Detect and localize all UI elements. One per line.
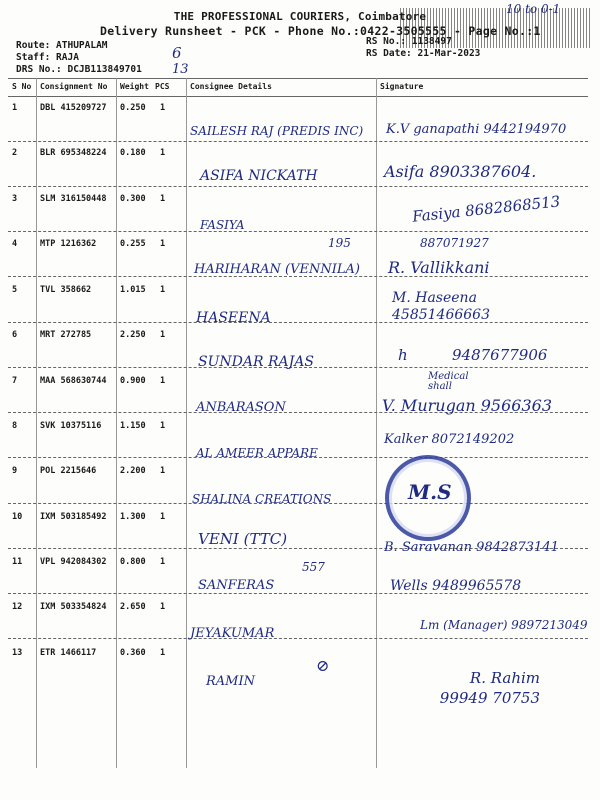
row-consignment: MTP 1216362: [40, 239, 97, 249]
note-handwriting: 557: [302, 560, 325, 574]
col-divider: [376, 78, 377, 768]
row-pcs: 1: [160, 194, 166, 204]
col-signature: Signature: [380, 82, 424, 91]
row-weight: 0.250: [120, 103, 146, 113]
col-divider: [186, 78, 187, 768]
note-handwriting: 195: [328, 236, 351, 250]
row-pcs: 1: [160, 602, 166, 612]
header-bottom-line: [8, 96, 588, 97]
row-sno: 12: [12, 602, 23, 612]
col-divider: [116, 78, 117, 768]
circled-mark: ⊘: [316, 656, 330, 675]
staff-label: Staff: RAJA: [16, 52, 79, 63]
row-sno: 3: [12, 194, 18, 204]
signature-handwriting: Asifa 8903387604.: [384, 162, 537, 181]
signature-handwriting: Lm (Manager) 9897213049: [420, 618, 588, 632]
row-weight: 0.900: [120, 376, 146, 386]
row-weight: 0.800: [120, 557, 146, 567]
signature-handwriting: K.V ganapathi 9442194970: [386, 122, 567, 137]
row-consignment: DBL 415209727: [40, 103, 107, 113]
signature-handwriting: B. Saravanan 9842873141: [384, 540, 559, 555]
side-note-1: 6: [172, 44, 182, 62]
signature-mark: h: [398, 346, 408, 364]
signature-handwriting: R. Vallikkani: [388, 258, 490, 277]
row-sno: 9: [12, 466, 18, 476]
rs-date-label: RS Date: 21-Mar-2023: [366, 48, 481, 59]
header-top-line: [8, 78, 588, 79]
row-pcs: 1: [160, 103, 166, 113]
consignee-handwriting: ASIFA NICKATH: [200, 168, 318, 184]
consignee-handwriting: ANBARASON: [196, 400, 286, 415]
row-divider: [8, 141, 588, 142]
col-sno: S No: [12, 82, 32, 91]
col-consignee: Consignee Details: [190, 82, 272, 91]
row-weight: 1.150: [120, 421, 146, 431]
row-pcs: 1: [160, 239, 166, 249]
row-weight: 0.360: [120, 648, 146, 658]
row-pcs: 1: [160, 466, 166, 476]
row-consignment: TVL 358662: [40, 285, 92, 295]
row-weight: 0.255: [120, 239, 146, 249]
row-sno: 10: [12, 512, 23, 522]
row-pcs: 1: [160, 330, 166, 340]
row-weight: 2.250: [120, 330, 146, 340]
row-divider: [8, 638, 588, 639]
row-weight: 2.650: [120, 602, 146, 612]
row-sno: 4: [12, 239, 18, 249]
row-weight: 1.015: [120, 285, 146, 295]
signature-handwriting: Fasiya 8682868513: [411, 192, 561, 226]
company-title: THE PROFESSIONAL COURIERS, Coimbatore: [173, 10, 427, 23]
row-pcs: 1: [160, 557, 166, 567]
col-weight: Weight: [120, 82, 149, 91]
row-divider: [8, 186, 588, 187]
consignee-handwriting: FASIYA: [200, 218, 245, 232]
consignee-handwriting: AL AMEER APPARE: [196, 446, 318, 460]
consignee-handwriting: VENI (TTC): [198, 530, 288, 548]
row-sno: 5: [12, 285, 18, 295]
col-consignment: Consignment No: [40, 82, 108, 91]
row-pcs: 1: [160, 148, 166, 158]
row-consignment: VPL 942084302: [40, 557, 107, 567]
consignee-handwriting: HASEENA: [196, 310, 271, 326]
phone-handwriting: 887071927: [420, 236, 489, 250]
row-sno: 7: [12, 376, 18, 386]
signature-handwriting: Kalker 8072149202: [384, 432, 515, 447]
row-sno: 11: [12, 557, 23, 567]
rs-no-label: RS No.: 1138497: [366, 36, 452, 47]
row-weight: 1.300: [120, 512, 146, 522]
consignee-handwriting: SUNDAR RAJAS: [198, 354, 314, 370]
consignee-handwriting: SAILESH RAJ (PREDIS INC): [190, 124, 364, 138]
signature-handwriting: M.S: [408, 480, 452, 504]
row-sno: 1: [12, 103, 18, 113]
row-consignment: ETR 1466117: [40, 648, 97, 658]
drs-label: DRS No.: DCJB113849701: [16, 64, 142, 75]
consignee-handwriting: RAMIN: [206, 674, 255, 689]
row-consignment: BLR 695348224: [40, 148, 107, 158]
row-sno: 2: [12, 148, 18, 158]
row-pcs: 1: [160, 648, 166, 658]
signature-handwriting: 9487677906: [452, 346, 548, 364]
col-divider: [36, 78, 37, 768]
row-pcs: 1: [160, 285, 166, 295]
row-consignment: IXM 503185492: [40, 512, 107, 522]
row-pcs: 1: [160, 512, 166, 522]
row-weight: 0.300: [120, 194, 146, 204]
consignee-handwriting: JEYAKUMAR: [190, 626, 275, 641]
col-pcs: PCS: [155, 82, 170, 91]
row-sno: 6: [12, 330, 18, 340]
row-divider: [8, 231, 588, 232]
row-consignment: MAA 568630744: [40, 376, 107, 386]
signature-handwriting: Wells 9489965578: [390, 578, 522, 594]
signature-handwriting: V. Murugan 9566363: [382, 396, 552, 415]
consignee-handwriting: SANFERAS: [198, 578, 275, 593]
signature-handwriting: M. Haseena 45851466663: [392, 290, 490, 323]
row-consignment: MRT 272785: [40, 330, 92, 340]
consignee-handwriting: SHALINA CREATIONS: [192, 492, 332, 506]
row-consignment: POL 2215646: [40, 466, 97, 476]
row-sno: 8: [12, 421, 18, 431]
row-sno: 13: [12, 648, 23, 658]
row-pcs: 1: [160, 421, 166, 431]
row-weight: 2.200: [120, 466, 146, 476]
row-pcs: 1: [160, 376, 166, 386]
route-label: Route: ATHUPALAM: [16, 40, 108, 51]
signature-handwriting: R. Rahim 99949 70753: [439, 669, 540, 707]
row-weight: 0.180: [120, 148, 146, 158]
top-note: 10 to 0-1: [506, 2, 561, 16]
row-consignment: SLM 316150448: [40, 194, 107, 204]
row-consignment: SVK 10375116: [40, 421, 102, 431]
runsheet-line: Delivery Runsheet - PCK - Phone No.:0422-3505555 - Page No.:1: [100, 24, 541, 38]
consignee-handwriting: HARIHARAN (VENNILA): [194, 262, 360, 277]
note-handwriting: Medical shall: [428, 371, 469, 392]
side-note-2: 13: [172, 62, 189, 77]
row-consignment: IXM 503354824: [40, 602, 107, 612]
